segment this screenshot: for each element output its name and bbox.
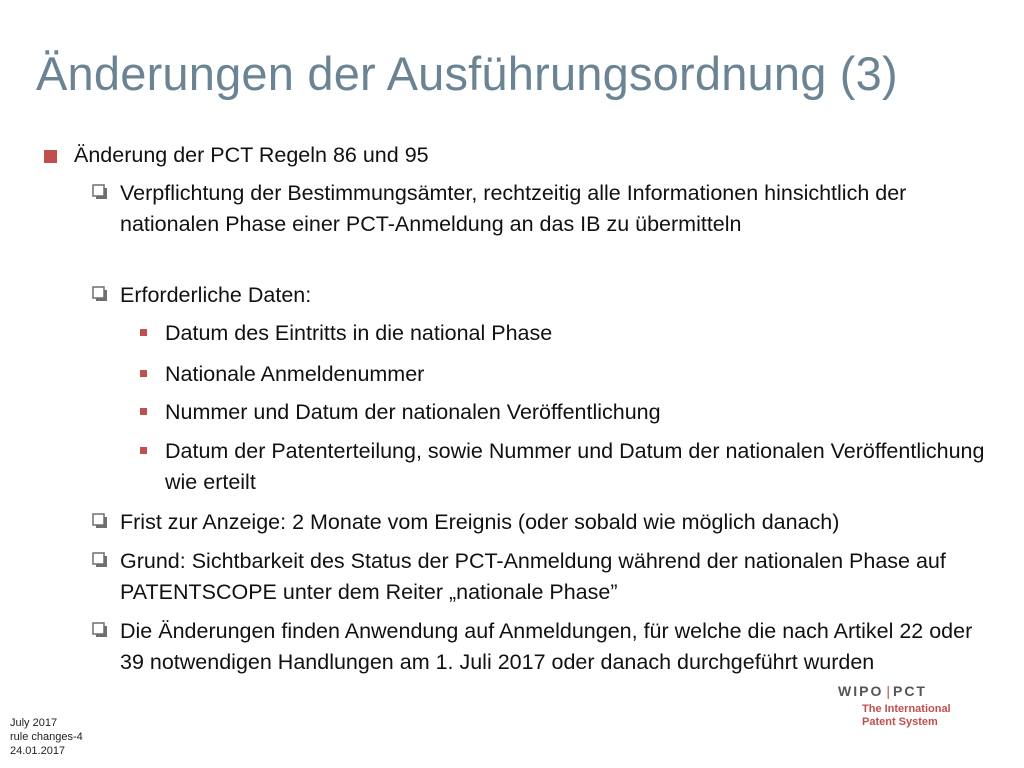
bullet-level3: Nummer und Datum der nationalen Veröffentlichung xyxy=(165,400,661,424)
bullet-level2: Die Änderungen finden Anwendung auf Anmeldungen, für welche die nach Artikel 22 oder 39 notwendigen Handlungen am 1. Juli 2017 oder danach durchgeführt wurden xyxy=(120,619,973,674)
bullet-level3: Nationale Anmeldenummer xyxy=(165,362,425,386)
logo-tagline-line1: The International xyxy=(862,703,951,715)
slide-title: Änderungen der Ausführungsordnung (3) xyxy=(36,47,898,100)
logo-wordmark xyxy=(838,683,998,699)
logo-separator: | xyxy=(886,683,890,699)
logo-tagline-line2: Patent System xyxy=(862,716,938,728)
small-square-bullet-icon xyxy=(140,408,147,415)
checkbox-bullet-icon xyxy=(92,552,108,568)
bullet-level3: Datum des Eintritts in die national Phase xyxy=(165,321,553,345)
small-square-bullet-icon xyxy=(140,447,147,454)
footer-date-2: 24.01.2017 xyxy=(10,745,66,757)
small-square-bullet-icon xyxy=(140,370,147,377)
checkbox-bullet-icon xyxy=(92,184,108,200)
bullet-level2: Verpflichtung der Bestimmungsämter, rechtzeitig alle Informationen hinsichtlich der nationalen Phase einer PCT-Anmeldung an das IB zu übermitteln xyxy=(120,181,907,236)
bullet-level2: Erforderliche Daten: xyxy=(120,283,312,307)
checkbox-bullet-icon xyxy=(92,286,108,302)
checkbox-bullet-icon xyxy=(92,622,108,638)
logo-pct: PCT xyxy=(892,683,927,699)
bullet-level1: Änderung der PCT Regeln 86 und 95 xyxy=(74,143,429,167)
footer-label: rule changes-4 xyxy=(10,731,83,743)
bullet-level2: Frist zur Anzeige: 2 Monate vom Ereignis (oder sobald wie möglich danach) xyxy=(120,510,840,534)
checkbox-bullet-icon xyxy=(92,513,108,529)
logo-wipo: WIPO xyxy=(838,683,884,699)
bullet-level3: Datum der Patenterteilung, sowie Nummer und Datum der nationalen Veröffentlichung wie erteilt xyxy=(165,439,985,494)
logo-tagline xyxy=(862,703,998,729)
footer-date: July 2017 xyxy=(10,717,58,729)
small-square-bullet-icon xyxy=(140,329,147,336)
wipo-pct-logo xyxy=(838,683,998,729)
bullet-level2: Grund: Sichtbarkeit des Status der PCT-Anmeldung während der nationalen Phase auf PATENTSCOPE unter dem Reiter „nationale Phase” xyxy=(120,549,946,604)
slide-footer xyxy=(10,716,83,758)
square-bullet-icon xyxy=(44,150,57,163)
